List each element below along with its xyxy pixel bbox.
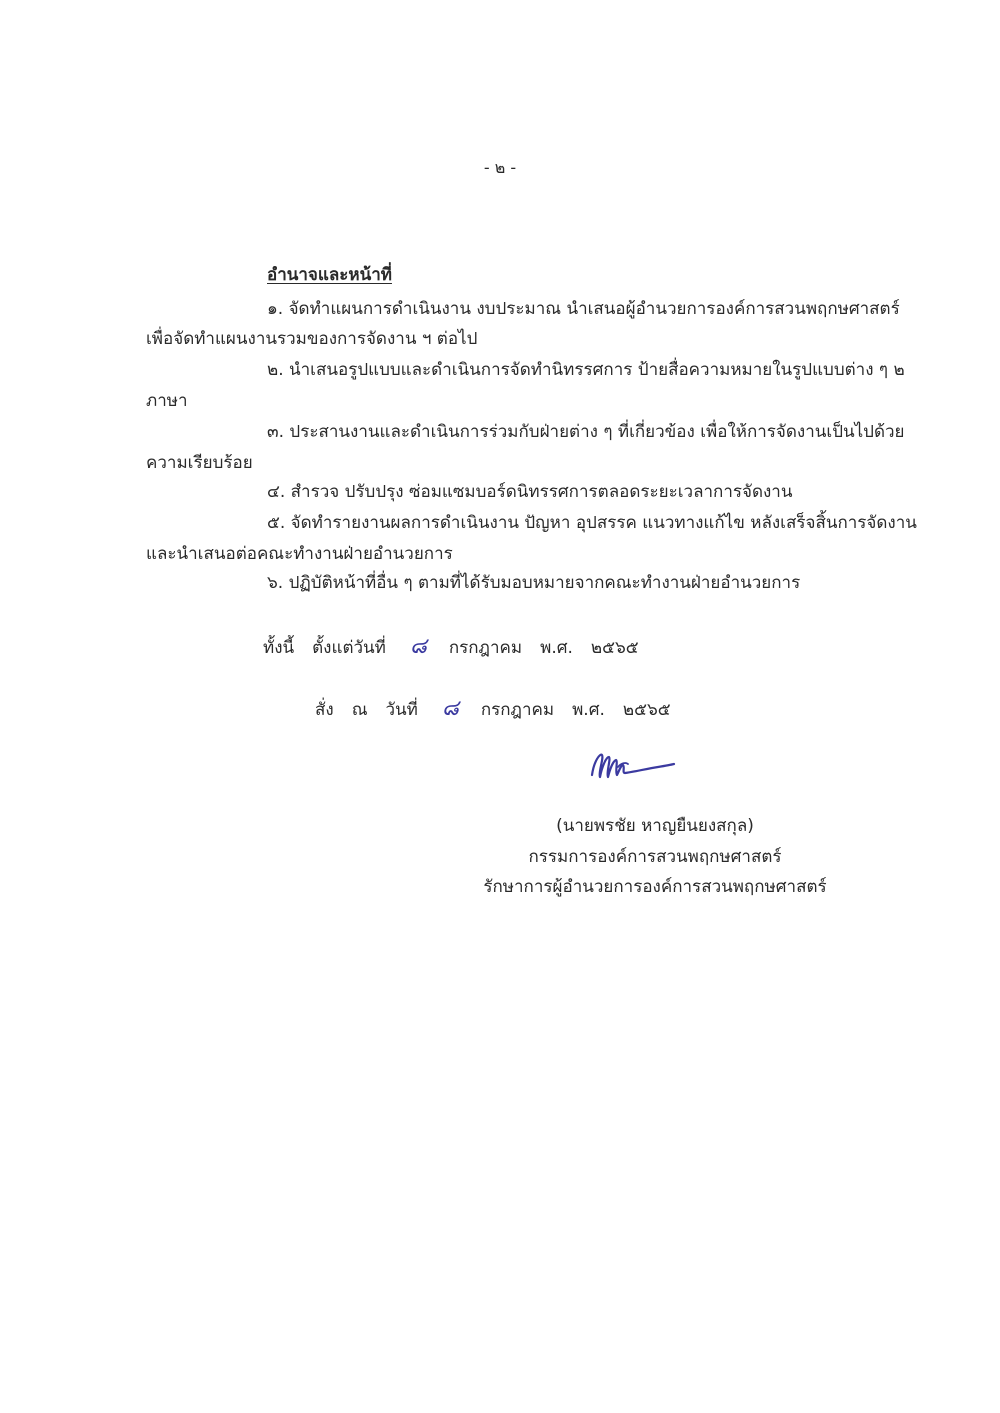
order-era: พ.ศ. <box>572 700 605 720</box>
order-date-row <box>315 690 689 725</box>
section-heading: อำนาจและหน้าที่ <box>267 265 392 285</box>
effective-label: ทั้งนี้ <box>263 638 295 658</box>
order-month: กรกฎาคม <box>480 700 555 720</box>
handwritten-signature <box>588 745 678 790</box>
duty-3-line-1: ๓. ประสานงานและดำเนินการร่วมกับฝ่ายต่าง ๆ ที่เกี่ยวข้อง เพื่อให้การจัดงานเป็นไปด้วย <box>267 422 905 442</box>
order-day-handwritten: ๘ <box>441 696 459 721</box>
duty-6-line-1: ๖. ปฏิบัติหน้าที่อื่น ๆ ตามที่ได้รับมอบหมายจากคณะทำงานฝ่ายอำนวยการ <box>267 573 801 593</box>
effective-date-row <box>263 628 657 663</box>
effective-from-label: ตั้งแต่วันที่ <box>312 638 386 658</box>
effective-day-handwritten: ๘ <box>409 634 427 659</box>
duty-5-line-2: และนำเสนอต่อคณะทำงานฝ่ายอำนวยการ <box>146 544 453 564</box>
order-at-label: ณ <box>351 700 368 720</box>
duty-1-line-1: ๑. จัดทำแผนการดำเนินงาน งบประมาณ นำเสนอผู้อำนวยการองค์การสวนพฤกษศาสตร์ <box>267 299 900 319</box>
duty-4-line-1: ๔. สำรวจ ปรับปรุง ซ่อมแซมบอร์ดนิทรรศการตลอดระยะเวลาการจัดงาน <box>267 482 793 502</box>
order-year: ๒๕๖๕ <box>622 700 671 720</box>
effective-year: ๒๕๖๕ <box>590 638 639 658</box>
signatory-title-2: รักษาการผู้อำนวยการองค์การสวนพฤกษศาสตร์ <box>483 877 827 897</box>
effective-era: พ.ศ. <box>540 638 573 658</box>
duty-2-line-2: ภาษา <box>146 391 188 411</box>
duty-1-line-2: เพื่อจัดทำแผนงานรวมของการจัดงาน ฯ ต่อไป <box>146 329 478 349</box>
order-date-label: วันที่ <box>385 700 418 720</box>
duty-2-line-1: ๒. นำเสนอรูปแบบและดำเนินการจัดทำนิทรรศการ ป้ายสื่อความหมายในรูปแบบต่าง ๆ ๒ <box>267 360 905 380</box>
effective-month: กรกฎาคม <box>448 638 523 658</box>
duty-3-line-2: ความเรียบร้อย <box>146 453 253 473</box>
order-label: สั่ง <box>315 700 334 720</box>
duty-5-line-1: ๕. จัดทำรายงานผลการดำเนินงาน ปัญหา อุปสรรค แนวทางแก้ไข หลังเสร็จสิ้นการจัดงาน <box>267 513 917 533</box>
signatory-name: (นายพรชัย หาญยืนยงสกุล) <box>556 816 754 836</box>
page-number: - ๒ - <box>483 158 517 177</box>
signatory-title-1: กรรมการองค์การสวนพฤกษศาสตร์ <box>528 847 782 867</box>
